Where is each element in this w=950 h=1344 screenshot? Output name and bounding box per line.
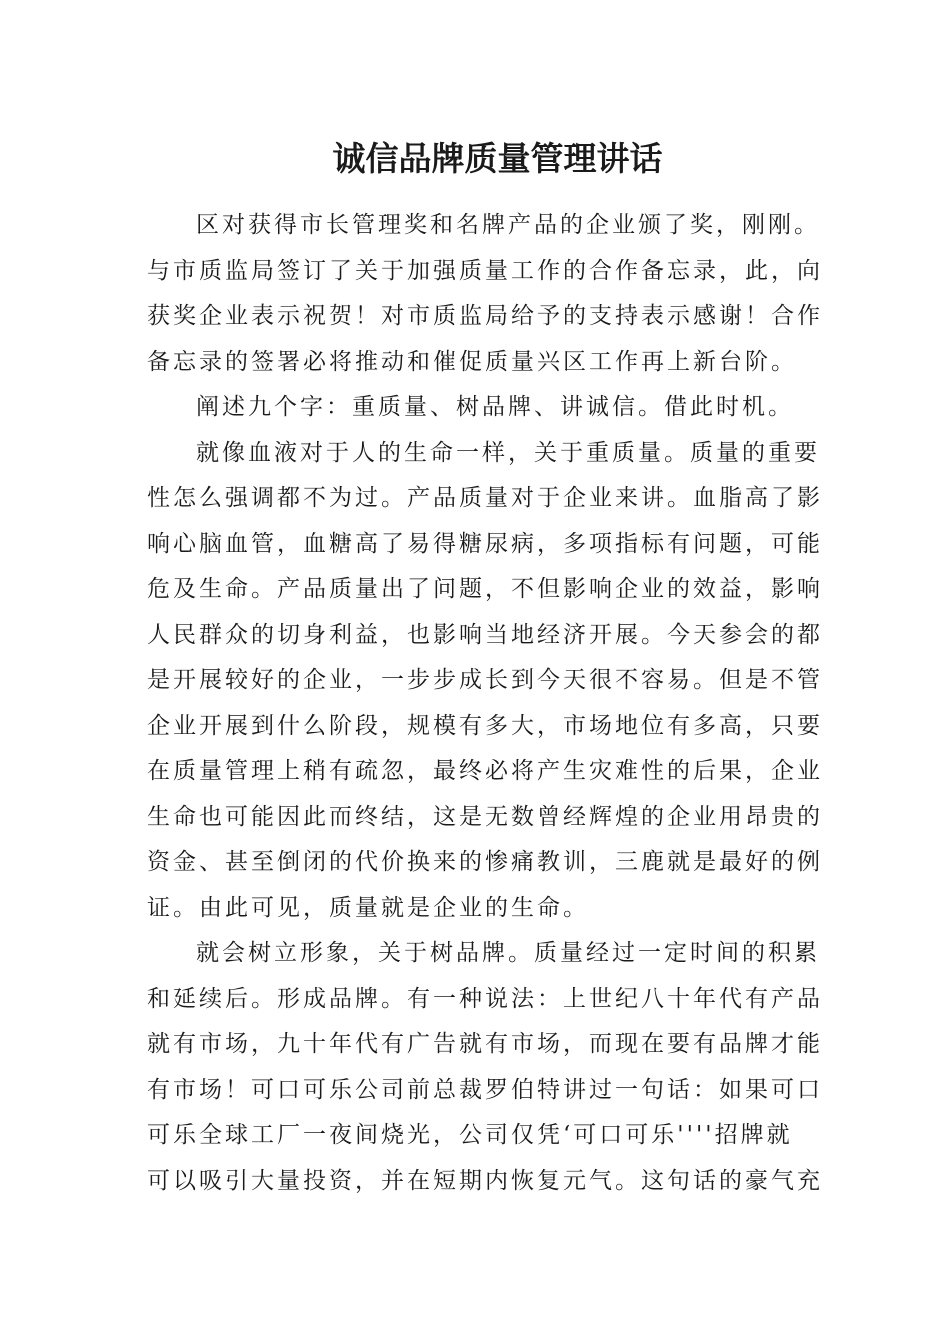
body-line: 可乐全球工厂一夜间烧光，公司仅凭‘可口可乐''''招牌就	[147, 1122, 793, 1148]
body-line: 性怎么强调都不为过。产品质量对于企业来讲。血脂高了影	[147, 485, 823, 511]
body-line: 阐述九个字：重质量、树品牌、讲诚信。借此时机。	[196, 394, 794, 420]
body-line: 就像血液对于人的生命一样，关于重质量。质量的重要	[196, 439, 820, 466]
body-line: 与市质监局签订了关于加强质量工作的合作备忘录，此，向	[147, 257, 823, 284]
body-line: 备忘录的签署必将推动和催促质量兴区工作再上新台阶。	[147, 348, 797, 375]
body-line: 资金、甚至倒闭的代价换来的惨痛教训，三鹿就是最好的例	[147, 849, 823, 875]
body-line: 获奖企业表示祝贺！对市质监局给予的支持表示感谢！合作	[147, 303, 823, 329]
body-line: 可以吸引大量投资，并在短期内恢复元气。这句话的豪气充	[147, 1167, 823, 1194]
body-line: 有市场！可口可乐公司前总裁罗伯特讲过一句话：如果可口	[147, 1076, 823, 1103]
body-line: 证。由此可见，质量就是企业的生命。	[147, 894, 589, 921]
body-line: 危及生命。产品质量出了问题，不但影响企业的效益，影响	[147, 576, 823, 602]
body-line: 人民群众的切身利益，也影响当地经济开展。今天参会的都	[147, 621, 823, 648]
body-line: 生命也可能因此而终结，这是无数曾经辉煌的企业用昂贵的	[147, 803, 823, 830]
body-line: 和延续后。形成品牌。有一种说法：上世纪八十年代有产品	[147, 985, 823, 1012]
body-line: 在质量管理上稍有疏忽，最终必将产生灾难性的后果，企业	[147, 758, 823, 784]
document-title: 诚信品牌质量管理讲话	[332, 139, 663, 178]
body-line: 区对获得市长管理奖和名牌产品的企业颁了奖，刚刚。	[196, 212, 820, 238]
body-line: 就有市场，九十年代有广告就有市场，而现在要有品牌才能	[147, 1031, 823, 1057]
body-line: 就会树立形象，关于树品牌。质量经过一定时间的积累	[196, 940, 820, 966]
body-line: 企业开展到什么阶段，规模有多大，市场地位有多高，只要	[147, 712, 823, 739]
body-line: 响心脑血管，血糖高了易得糖尿病，多项指标有问题，可能	[147, 530, 823, 557]
body-line: 是开展较好的企业，一步步成长到今天很不容易。但是不管	[147, 667, 823, 693]
document-body	[147, 203, 823, 1204]
